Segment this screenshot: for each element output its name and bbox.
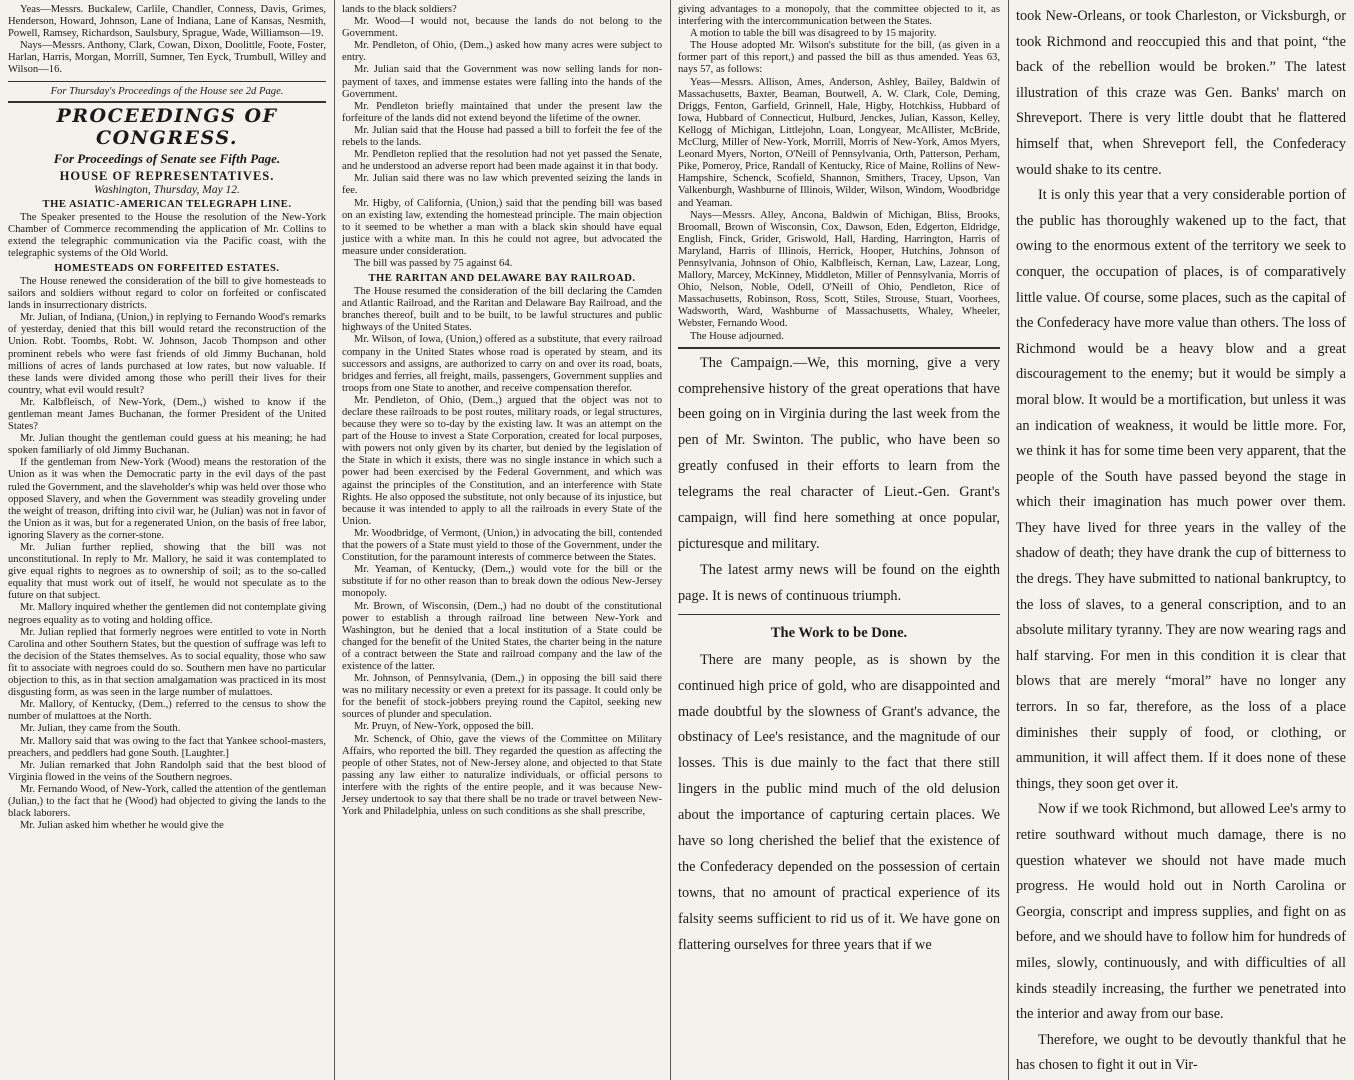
column-1 bbox=[0, 0, 334, 1080]
paragraph: The House adopted Mr. Wilson's substitute for the bill, (as given in a former part of this report,) and passed the bill as thus amended. Yeas 63, nays 57, as follows: bbox=[678, 40, 1000, 76]
paragraph: It is only this year that a very considerable portion of the public has thoroughly wakened up to the fact, that owing to the enormous extent of the territory we seek to conquer, the occupation of places, is of comparatively little value. Of course, some places, such as the capital of the Confederacy have more value than others. The loss of Richmond would be a heavy blow and a great discouragement to the enemy; but it would be simply a moral blow. It would be a mortification, but unless it was an indication of weakness, it would be little more. For, we think it has for some time been very apparent, that the people of the South have passed beyond the stage in which their imagination has much power over them. They have lived for three years in the valley of the shadow of death; they have drank the cup of bitterness to the dregs. They have submitted to national bankruptcy, to the loss of slaves, to a general conscription, and to an absolute military tyranny. They are now wearing rags and half starving. For men in this condition it is clear that blows that are merely “moral” have no longer any terrors. In so far, therefore, as the loss of a place diminishes their supply of food, or clothing, or ammunition, it will affect them. If it does none of these things, they soon get over it. bbox=[1016, 187, 1346, 792]
column-3 bbox=[670, 0, 1008, 1080]
proceedings-masthead: PROCEEDINGS OF CONGRESS. bbox=[56, 104, 278, 149]
paragraph: Mr. Kalbfleisch, of New-York, (Dem.,) wished to know if the gentleman meant James Buchanan, the former President of the United States? bbox=[8, 396, 326, 433]
paragraph: Mr. Mallory inquired whether the gentlemen did not contemplate giving negroes equality as to voting and holding office. bbox=[8, 602, 326, 626]
paragraph: Mr. Julian thought the gentleman could guess at his meaning; he had spoken familiarly of old Jimmy Buchanan. bbox=[8, 433, 326, 457]
article-homesteads bbox=[8, 276, 326, 832]
campaign-notice bbox=[678, 351, 1000, 610]
divider bbox=[678, 614, 1000, 615]
paragraph: giving advantages to a monopoly, that the committee objected to it, as interfering with the intercommunication between the States. bbox=[678, 4, 1000, 28]
paragraph: took New-Orleans, or took Charleston, or Vicksburgh, or took Richmond and reoccupied this and that point, “the back of the rebellion would be broken.” The latest illustration of this craze was Gen. Banks' march on Shreveport. There is very little doubt that he flattered himself that, when Shreveport fell, the Confederacy would shake to its centre. bbox=[1016, 8, 1346, 178]
paragraph: The bill was passed by 75 against 64. bbox=[354, 257, 513, 269]
paragraph: Mr. Johnson, of Pennsylvania, (Dem.,) in opposing the bill said there was no military necessity or even a pretext for its passage. It could only be for the benefit of stock-jobbers preying round the Capitol, seeking new sources of plunder and speculation. bbox=[342, 673, 662, 721]
paragraph: Mr. Julian, of Indiana, (Union,) in replying to Fernando Wood's remarks of yesterday, denied that this bill would retard the reconstruction of the Union. Robt. Toombs, Robt. W. Johnson, Jacob Thompson and other prominent rebels who were fast friends of old Jimmy Buchanan, hold millions of acres of lands purchased at low rates, but now valuable. If these lands were divided among those who perill their lives for their country, what evil would result? bbox=[8, 312, 326, 396]
senate-vote-lists bbox=[8, 4, 326, 77]
article-telegraph bbox=[8, 212, 326, 260]
paragraph: The latest army news will be found on the eighth page. It is news of continuous triumph. bbox=[678, 561, 1000, 604]
article-railroad-continued bbox=[678, 4, 1000, 343]
paragraph: There are many people, as is shown by the continued high price of gold, who are disappointed and made doubtful by the slowness of Grant's advance, the obstinacy of Lee's resistance, and the magnitude of our losses. This is due mainly to the fact that there still lingers in the public mind much of the old delusion about the importance of capturing certain places. We have so long cherished the belief that the existence of the Confederacy depended on the possession of certain towns, that no amount of practical experience of its falsity seems sufficient to rid us of it. We have gone on flattering ourselves for three years that if we bbox=[678, 651, 1000, 953]
divider bbox=[8, 101, 326, 103]
paragraph: Mr. Julian replied that formerly negroes were entitled to vote in North Carolina and other Southern States, but the question of suffrage was left to the decision of the States themselves. As to social equality, those who saw fit to associate with negroes could do so. Southern men have no particular objection to this, as in that section amalgamation was practiced in its most disgusting form, as was seen in the large number of mulattoes. bbox=[8, 626, 326, 699]
paragraph: If the gentleman from New-York (Wood) means the restoration of the Union as it was when the Democratic party in the evil days of the past ruled the Government, and the slaveholder's whip was held over those who opposed Slavery, and when the Government was steadily groveling under the weight of treason, drifting into civil war, he (Julian) was not in favor of the Union as it was, but for a regenerated Union, on the basis of free labor, ignoring Slavery as the corner-stone. bbox=[8, 457, 326, 541]
senate-proceedings-note: For Proceedings of Senate see Fifth Page. bbox=[53, 150, 281, 166]
paragraph: Mr. Pendleton replied that the resolution had not yet passed the Senate, and he understood an adverse report had been made against it in that body. bbox=[342, 149, 662, 173]
house-heading: HOUSE OF REPRESENTATIVES. bbox=[59, 168, 275, 183]
paragraph: lands to the black soldiers? bbox=[342, 4, 457, 15]
paragraph: The Speaker presented to the House the resolution of the New-York Chamber of Commerce recommending the application of Mr. Collins to extend the telegraphic communication via the Pacific coast, with the telegraphic systems of the Old World. bbox=[8, 211, 326, 259]
paragraph: Mr. Higby, of California, (Union,) said that the pending bill was based on an existing law, extending the homestead principle. The main objection to it seemed to be whether a man with a black skin should have equal justice with a white man. In this he could not agree, but advocated the measure under consideration. bbox=[342, 197, 662, 257]
paragraph: Mr. Brown, of Wisconsin, (Dem.,) had no doubt of the constitutional power to establish a through railroad line between New-York and Washington, but he denied that a local institution of a State could be changed for the benefit of the United States, the charter being in the nature of a contract between the State and railroad company and the law of the existence of the latter. bbox=[342, 600, 662, 672]
paragraph: Mr. Julian said that the Government was now selling lands for non-payment of taxes, and immense estates were falling into the hands of the Government. bbox=[342, 64, 662, 100]
column-4 bbox=[1008, 0, 1354, 1080]
article-railroad bbox=[342, 286, 662, 818]
paragraph: Mr. Wilson, of Iowa, (Union,) offered as a substitute, that every railroad company in the United States whose road is operated by steam, and its successors and assigns, are authorized to carry on and over its road, boats, bridges and ferries, all freight, mails, passengers, Government supplies and troops from one State to another, and receive compensation therefor. bbox=[342, 334, 662, 394]
paragraph: The Campaign.—We, this morning, give a very comprehensive history of the great operations that have been going on in Virginia during the last week from the pen of Mr. Swinton. The public, who have been so greatly confused in their efforts to learn from the telegrams the real character of Lieut.-Gen. Grant's campaign, will find here something at once popular, picturesque and military. bbox=[678, 354, 1000, 552]
paragraph: Now if we took Richmond, but allowed Lee's army to retire southward without much damage, there is no question whatever we should not have made much progress. He would hold out in North Carolina or Georgia, conscript and impress supplies, and fight on as before, and we should have to follow him for hundreds of miles, slowly, continuously, and with difficulties of all kinds steadily increasing, the further we penetrated into the interior and away from our base. bbox=[1016, 801, 1346, 1023]
paragraph: Mr. Schenck, of Ohio, gave the views of the Committee on Military Affairs, who reported the bill. They regarded the question as affecting the people of other States, not of New-Jersey alone, and objected to that State passing any law either to naturalize individuals, or official persons to interfere with the rights of the entire people, and it was because New-Jersey undertook to say that there shall be no trade or travel between New-York and Philadelphia, unless on such conditions as she shall prescribe, bbox=[342, 733, 662, 818]
paragraph: Mr. Mallory said that was owing to the fact that Yankee school-masters, preachers, and peddlers had gone South. [Laughter.] bbox=[8, 735, 326, 759]
paragraph: Mr. Mallory, of Kentucky, (Dem.,) referred to the census to show the number of mulattoes at the North. bbox=[8, 699, 326, 723]
paragraph: The House resumed the consideration of the bill declaring the Camden and Atlantic Railroad, and the Raritan and Delaware Bay Railroad, and the branches thereof, built and to be built, to be lawful structures and public highways of the United States. bbox=[342, 286, 662, 334]
paragraph: Mr. Pendleton, of Ohio, (Dem.,) argued that the object was not to declare these railroads to be post routes, military roads, or legal structures, because they were so to-day by the existing law. It was an attempt on the part of the House to invest a State Corporation, created for local purposes, with powers not only given by its charter, but denied by the legislation of the State in which it exists, there was no single instance in which such a power had been exercised by the Federal Government, and which was against the principles of the Constitution, and an interference with State Rights. He also opposed the substitute, not only because of its injustice, but because it was intended to apply to all the railroads in every State of the Union. bbox=[342, 394, 662, 527]
article-homesteads-continued bbox=[342, 4, 662, 270]
paragraph: Mr. Pendleton briefly maintained that under the present law the forfeiture of the lands did not extend beyond the lifetime of the owner. bbox=[342, 100, 662, 124]
paragraph: Mr. Julian further replied, showing that the bill was not unconstitutional. In reply to Mr. Mallory, he said it was contemplated to give equal rights to negroes as to ownership of soil; as to the so-called equality that must work out of itself, he would not speculate as to the future on that subject. bbox=[8, 542, 326, 602]
senate-yeas: Yeas—Messrs. Buckalew, Carlile, Chandler, Conness, Davis, Grimes, Henderson, Howard, Johnson, Lane of Indiana, Lane of Kansas, Nesmith, Powell, Ramsey, Richardson, Saulsbury, Sprague, Wade, Williamson—19. bbox=[8, 4, 326, 40]
divider bbox=[678, 347, 1000, 349]
house-nays: Nays—Messrs. Alley, Ancona, Baldwin of Michigan, Bliss, Brooks, Broomall, Brown of Wisconsin, Cox, Dawson, Eden, Edgerton, Eldridge, English, Finck, Grider, Griswold, Hall, Harding, Harrington, Harris of Maryland, Harris of Illinois, Herrick, Hooper, Hutchins, Johnson of Pennsylvania, Johnson of Ohio, Kalbfleisch, Kernan, Law, Lazear, Long, Mallory, Marcey, McKinney, Middleton, Miller of Pennsylvania, Morris of Ohio, Nelson, Noble, Odell, O'Neill of Ohio, Pendleton, Rice of Massachusetts, Robinson, Ross, Scott, Stiles, Strouse, Stuart, Voorhees, Wadsworth, Ward, Washburne of Massachusetts, Whaley, Wheeler, Webster, Fernando Wood. bbox=[678, 209, 1000, 330]
thursday-proceedings-note: For Thursday's Proceedings of the House see 2d Page. bbox=[50, 85, 284, 97]
paragraph: Mr. Fernando Wood, of New-York, called the attention of the gentleman (Julian,) to the fact that he (Wood) had objected to giving the lands to the black laborers. bbox=[8, 783, 326, 820]
section-heading-railroad: THE RARITAN AND DELAWARE BAY RAILROAD. bbox=[368, 273, 636, 285]
paragraph: Mr. Woodbridge, of Vermont, (Union,) in advocating the bill, contended that the powers of a State must yield to those of the Government, under the Constitution, for the paramount interests of commerce between the States. bbox=[342, 527, 662, 564]
section-heading-telegraph: THE ASIATIC-AMERICAN TELEGRAPH LINE. bbox=[42, 198, 292, 210]
paragraph: Mr. Julian remarked that John Randolph said that the best blood of Virginia flowed in the veins of the Southern negroes. bbox=[8, 759, 326, 783]
column-2 bbox=[334, 0, 670, 1080]
paragraph: Mr. Julian asked him whether he would give the bbox=[20, 820, 224, 832]
paragraph: Mr. Pendleton, of Ohio, (Dem.,) asked how many acres were subject to entry. bbox=[342, 40, 662, 64]
paragraph: Therefore, we ought to be devoutly thankful that he has chosen to fight it out in Vir- bbox=[1016, 1031, 1346, 1074]
editorial-title: The Work to be Done. bbox=[770, 624, 908, 641]
house-yeas: Yeas—Messrs. Allison, Ames, Anderson, Ashley, Bailey, Baldwin of Massachusetts, Baxter, Beaman, Boutwell, A. W. Clark, Cole, Deming, Driggs, Fenton, Garfield, Grinnell, Hale, Higby, Hotchkiss, Hubbard of Iowa, Hubbard of Connecticut, Hulburd, Jenckes, Julian, Kasson, Kelley, Kellogg of Michigan, Littlejohn, Loan, Longyear, McAllister, McBride, McClurg, Miller of New-York, Morrill, Morris of New-York, Amos Myers, Leonard Myers, Norton, O'Neill of Pennsylvania, Orth, Patterson, Perham, Pike, Pomeroy, Price, Randall of Kentucky, Rice of Maine, Rollins of New-Hampshire, Schenck, Scofield, Shannon, Smithers, Tracey, Upson, Van Valkenburgh, Washburne of Illinois, Wilder, Wilson, Windom, Woodbridge and Yeaman. bbox=[678, 76, 1000, 209]
dateline: Washington, Thursday, May 12. bbox=[94, 183, 240, 196]
senate-nays: Nays—Messrs. Anthony, Clark, Cowan, Dixon, Doolittle, Foote, Foster, Harlan, Harris, Morgan, Morrill, Sumner, Ten Eyck, Trumbull, Willey and Wilson—16. bbox=[8, 40, 326, 76]
paragraph: Mr. Yeaman, of Kentucky, (Dem.,) would vote for the bill or the substitute if for no other reason than to break down the odious New-Jersey monopoly. bbox=[342, 564, 662, 600]
paragraph: Mr. Julian said that the House had passed a bill to forfeit the fee of the rebels to the lands. bbox=[342, 124, 662, 149]
editorial-continued bbox=[1016, 4, 1346, 1079]
paragraph: Mr. Pruyn, of New-York, opposed the bill. bbox=[354, 721, 534, 733]
paragraph: A motion to table the bill was disagreed to by 15 majority. bbox=[690, 28, 937, 40]
divider bbox=[8, 81, 326, 82]
section-heading-homesteads: HOMESTEADS ON FORFEITED ESTATES. bbox=[54, 262, 280, 274]
paragraph: Mr. Julian, they came from the South. bbox=[20, 723, 181, 735]
paragraph: Mr. Julian said there was no law which prevented seizing the lands in fee. bbox=[342, 173, 662, 197]
paragraph: The House adjourned. bbox=[690, 330, 784, 342]
editorial-body bbox=[678, 648, 1000, 959]
paragraph: The House renewed the consideration of the bill to give homesteads to sailors and soldiers without regard to color on forfeited or confiscated lands in insurrectionary districts. bbox=[8, 275, 326, 312]
paragraph: Mr. Wood—I would not, because the lands do not belong to the Government. bbox=[342, 16, 662, 40]
